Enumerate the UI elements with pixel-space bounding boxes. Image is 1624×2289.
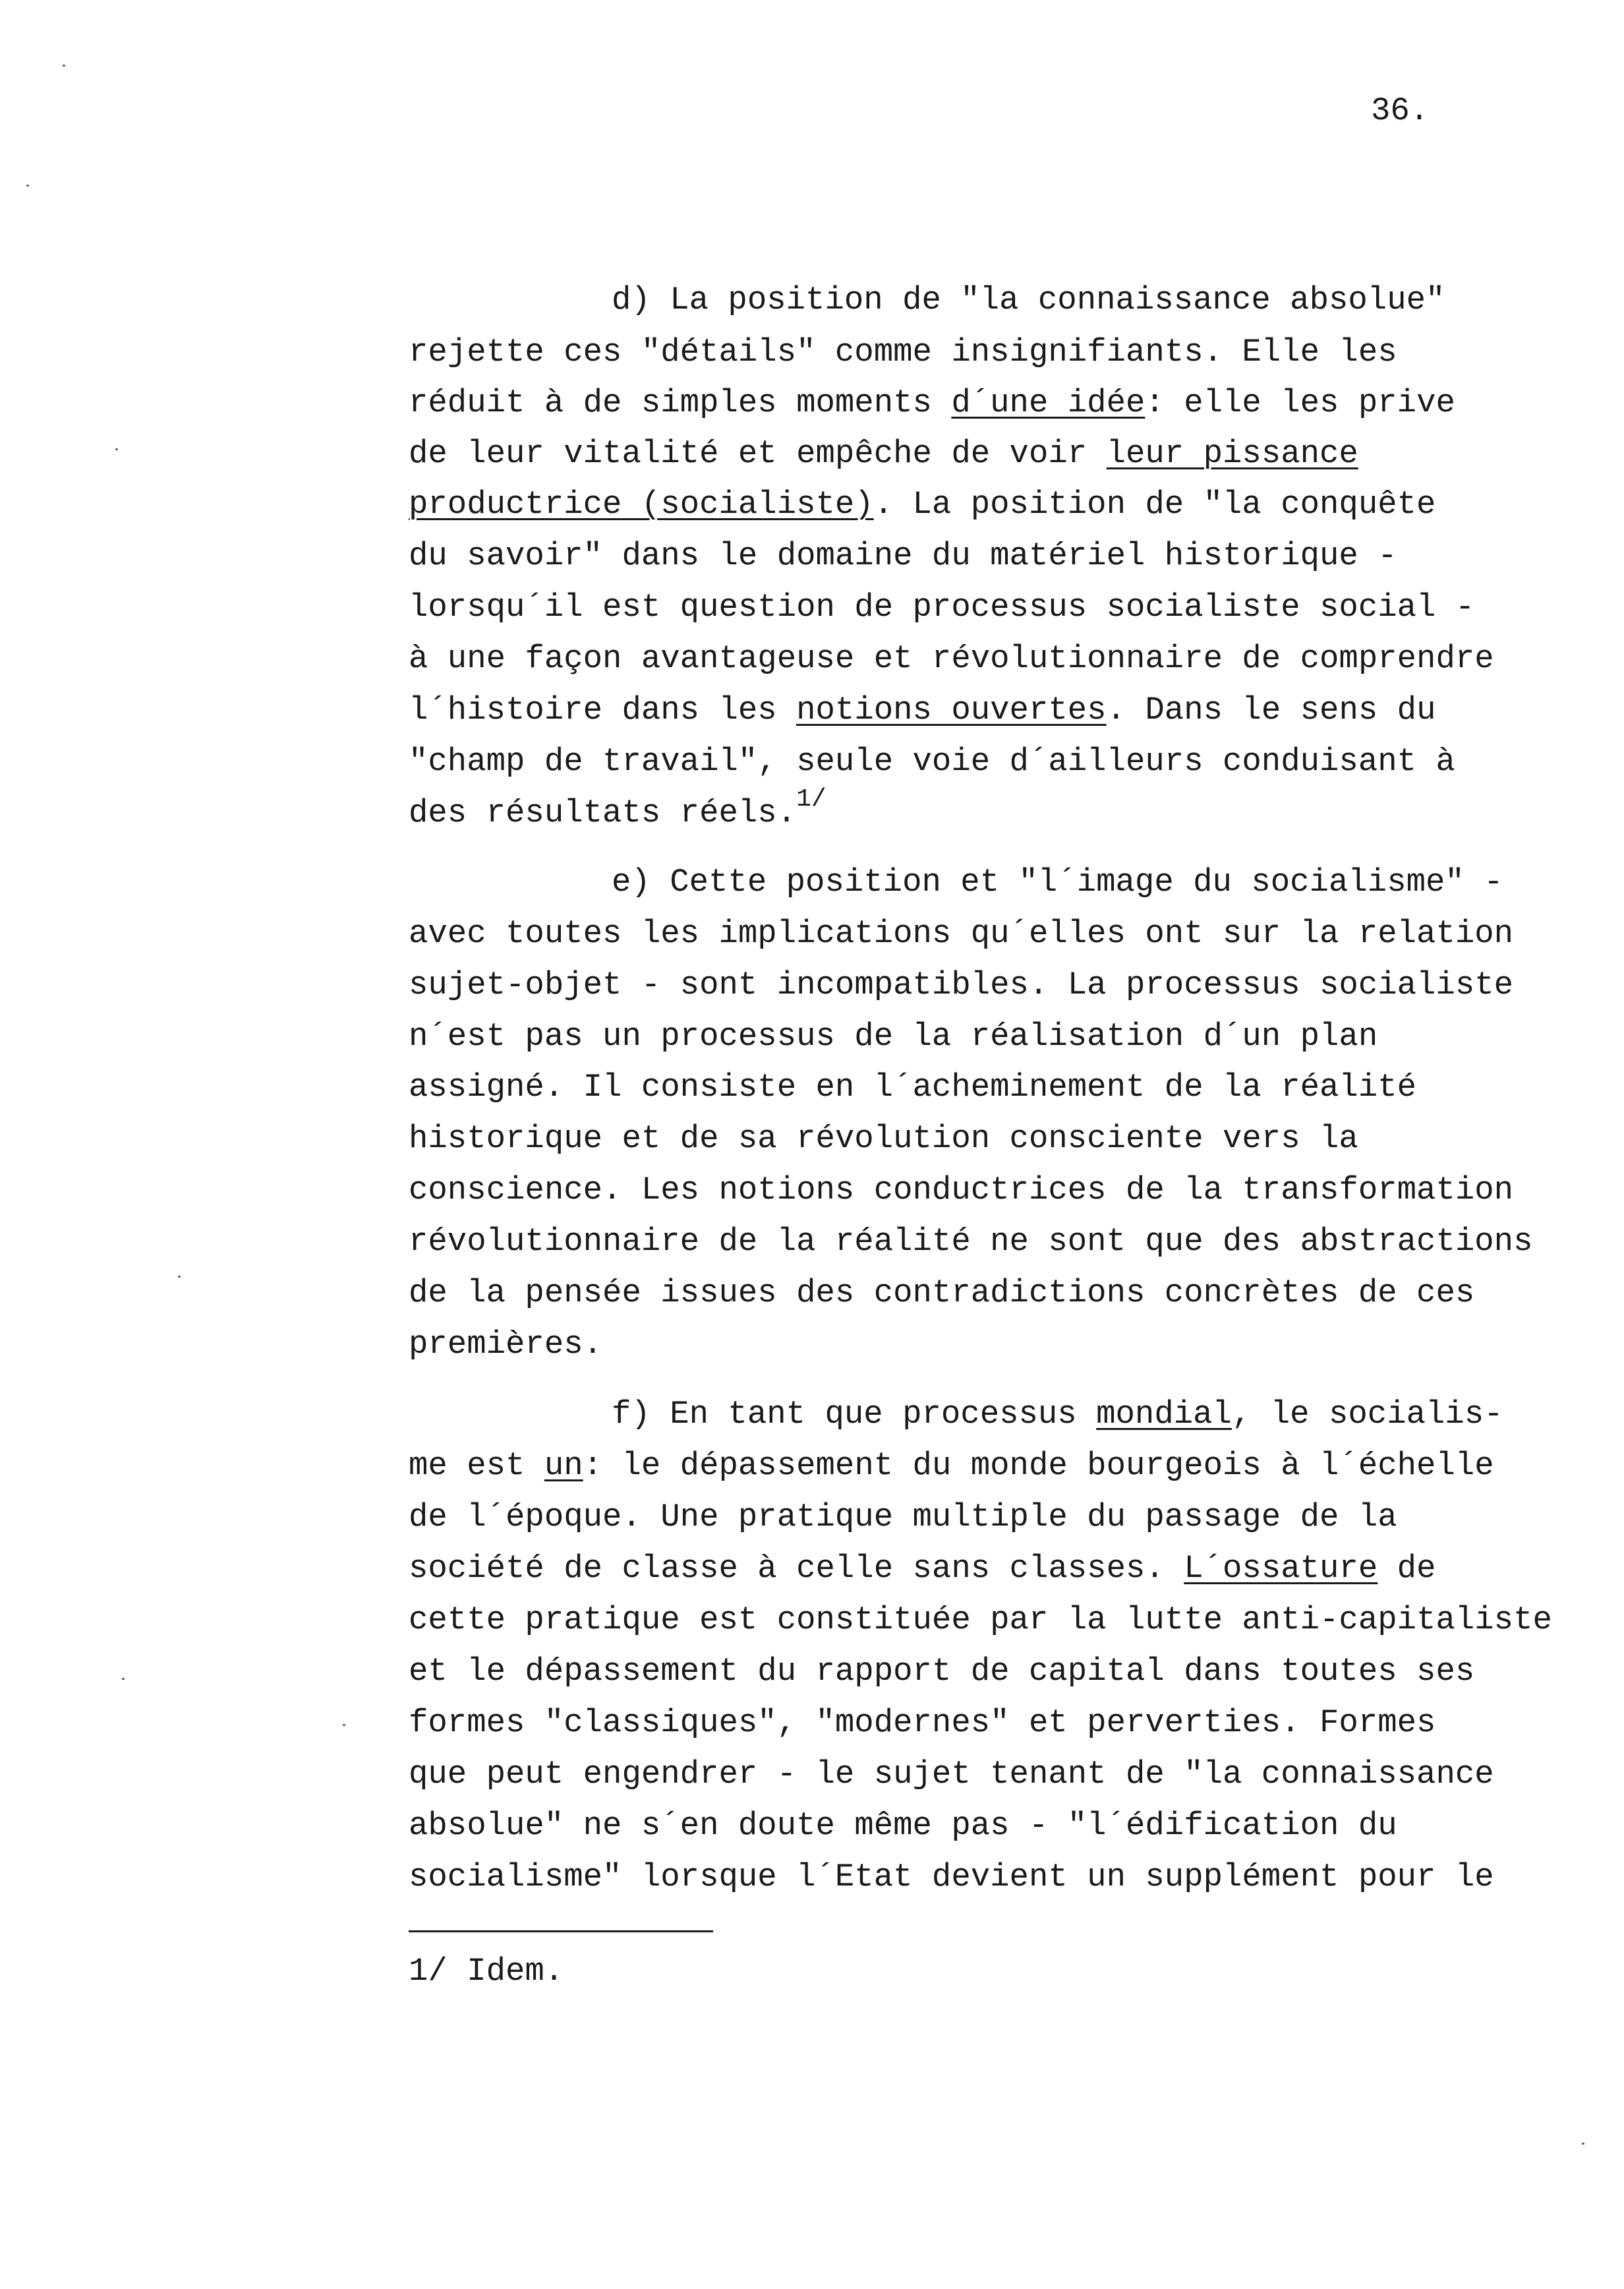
underlined-text: notions ouvertes bbox=[796, 692, 1107, 728]
footnote-ref: 1/ bbox=[796, 785, 826, 814]
text-segment: f) En tant que processus bbox=[612, 1396, 1097, 1433]
text-line bbox=[409, 1018, 1378, 1055]
underlined-text: productrice (socialiste) bbox=[409, 486, 874, 523]
underlined-text: un bbox=[544, 1447, 583, 1484]
text-segment: , le socialis- bbox=[1231, 1396, 1503, 1433]
text-segment: de l´époque. Une pratique multiple du passage de la bbox=[409, 1499, 1397, 1535]
text-line bbox=[409, 1447, 1494, 1484]
text-line bbox=[409, 589, 1474, 626]
text-segment: assigné. Il consiste en l´acheminement de la réalité bbox=[409, 1069, 1417, 1106]
text-line bbox=[409, 1120, 1358, 1157]
text-line bbox=[409, 486, 1436, 523]
text-segment: de leur vitalité et empêche de voir bbox=[409, 435, 1107, 472]
text-segment: : le dépassement du monde bourgeois à l´échelle bbox=[583, 1447, 1494, 1484]
text-segment: formes "classiques", "modernes" et perverties. Formes bbox=[409, 1704, 1436, 1741]
text-line bbox=[409, 785, 826, 831]
text-segment: des résultats réels. bbox=[409, 794, 797, 831]
text-segment: e) Cette position et "l´image du socialisme" - bbox=[612, 864, 1503, 901]
text-segment: de bbox=[1378, 1550, 1436, 1587]
text-segment: l´histoire dans les bbox=[409, 692, 797, 728]
text-segment: rejette ces "détails" comme insignifiants. Elle les bbox=[409, 334, 1397, 371]
text-line bbox=[409, 334, 1397, 371]
text-segment: me est bbox=[409, 1447, 544, 1484]
footnote-rule bbox=[409, 1930, 713, 1932]
text-line bbox=[612, 1396, 1503, 1433]
text-line bbox=[409, 1704, 1436, 1741]
text-line bbox=[409, 1172, 1513, 1208]
text-segment: d) La position de "la connaissance absolue" bbox=[612, 282, 1445, 318]
text-segment: : elle les prive bbox=[1145, 384, 1455, 421]
text-segment: que peut engendrer - le sujet tenant de "la connaissance bbox=[409, 1756, 1494, 1793]
scan-speck bbox=[63, 65, 65, 67]
text-line bbox=[409, 1550, 1436, 1587]
text-line bbox=[409, 1807, 1397, 1844]
underlined-text: d´une idée bbox=[951, 384, 1146, 421]
scan-speck bbox=[115, 448, 118, 450]
text-line bbox=[409, 743, 1455, 780]
text-line bbox=[409, 1069, 1416, 1106]
page-number: 36. bbox=[1371, 92, 1430, 129]
text-segment: avec toutes les implications qu´elles ont sur la relation bbox=[409, 915, 1514, 952]
text-segment: cette pratique est constituée par la lutte anti-capitaliste bbox=[409, 1601, 1552, 1638]
text-line bbox=[409, 915, 1513, 952]
text-line bbox=[409, 1326, 602, 1363]
text-line bbox=[409, 1223, 1532, 1260]
scan-speck bbox=[1582, 2143, 1584, 2145]
text-segment: et le dépassement du rapport de capital dans toutes ses bbox=[409, 1653, 1475, 1690]
text-line bbox=[409, 692, 1436, 728]
text-segment: sujet-objet - sont incompatibles. La processus socialiste bbox=[409, 966, 1514, 1003]
text-segment: à une façon avantageuse et révolutionnaire de comprendre bbox=[409, 640, 1494, 677]
scan-speck bbox=[343, 1724, 345, 1726]
text-line bbox=[409, 966, 1513, 1003]
text-line bbox=[612, 864, 1503, 901]
text-segment: . La position de "la conquête bbox=[873, 486, 1436, 523]
underlined-text: leur pissance bbox=[1106, 435, 1358, 472]
text-segment: révolutionnaire de la réalité ne sont que des abstractions bbox=[409, 1223, 1533, 1260]
scan-speck bbox=[178, 1276, 181, 1278]
underlined-text: mondial bbox=[1096, 1396, 1232, 1433]
text-line bbox=[409, 435, 1358, 472]
text-line bbox=[409, 1756, 1494, 1793]
scan-speck bbox=[122, 1678, 125, 1680]
text-segment: réduit à de simples moments bbox=[409, 384, 952, 421]
text-segment: de la pensée issues des contradictions concrètes de ces bbox=[409, 1274, 1475, 1311]
text-segment: premières. bbox=[409, 1326, 603, 1363]
text-segment: socialisme" lorsque l´Etat devient un supplément pour le bbox=[409, 1858, 1494, 1895]
text-segment: "champ de travail", seule voie d´ailleurs conduisant à bbox=[409, 743, 1455, 780]
text-segment: lorsqu´il est question de processus socialiste social - bbox=[409, 589, 1475, 626]
underlined-text: L´ossature bbox=[1184, 1550, 1378, 1587]
text-segment: du savoir" dans le domaine du matériel historique - bbox=[409, 537, 1397, 574]
text-line bbox=[409, 1858, 1494, 1895]
text-line bbox=[409, 384, 1455, 421]
text-segment: conscience. Les notions conductrices de la transformation bbox=[409, 1172, 1514, 1208]
footnote: 1/ Idem. bbox=[409, 1953, 564, 1990]
text-line bbox=[612, 282, 1445, 318]
text-segment: absolue" ne s´en doute même pas - "l´édification du bbox=[409, 1807, 1397, 1844]
text-segment: . Dans le sens du bbox=[1106, 692, 1436, 728]
text-line bbox=[409, 640, 1494, 677]
text-line bbox=[409, 537, 1397, 574]
text-line bbox=[409, 1274, 1474, 1311]
text-segment: n´est pas un processus de la réalisation d´un plan bbox=[409, 1018, 1378, 1055]
text-segment: société de classe à celle sans classes. bbox=[409, 1550, 1184, 1587]
text-line bbox=[409, 1653, 1474, 1690]
scan-speck bbox=[26, 185, 29, 187]
text-line bbox=[409, 1499, 1397, 1535]
text-line bbox=[409, 1601, 1552, 1638]
text-segment: historique et de sa révolution consciente vers la bbox=[409, 1120, 1358, 1157]
